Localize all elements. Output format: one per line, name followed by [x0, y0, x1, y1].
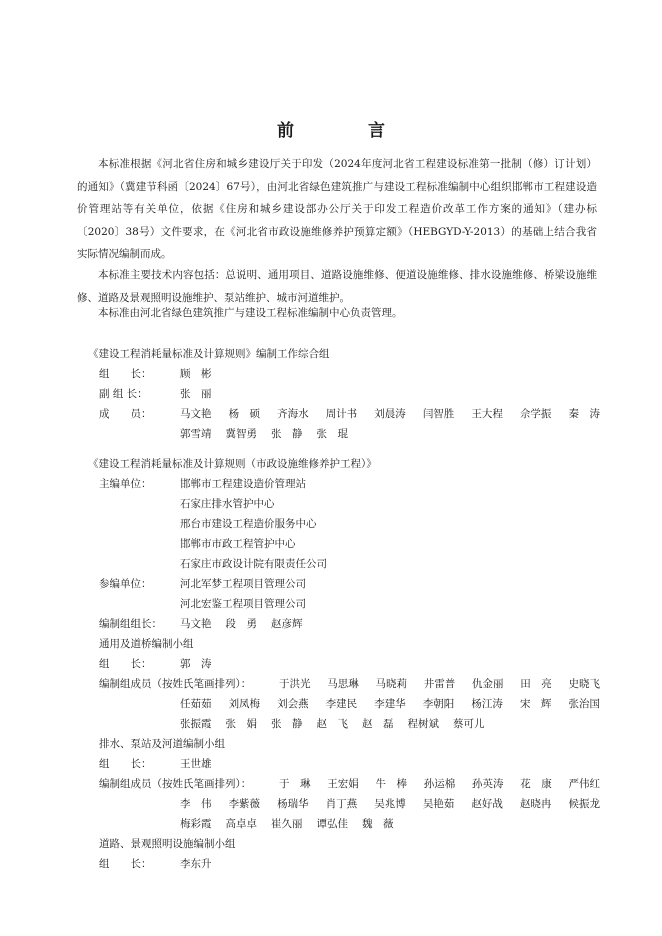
member-name: 张振霞	[180, 718, 212, 730]
member-name: 刘凤梅	[228, 698, 261, 710]
subgroup1-title: 通用及道桥编制小组	[99, 638, 194, 650]
member-name: 李建华	[374, 698, 406, 710]
subgroup2-line3	[180, 816, 600, 831]
member-name: 张 琨	[316, 428, 348, 440]
member-name: 佘学振	[519, 408, 552, 420]
chief-unit: 邢台市建设工程造价服务中心	[180, 518, 317, 530]
member-name: 史晓飞	[568, 678, 600, 690]
group1-members-line1	[180, 406, 600, 421]
member-name: 严伟红	[568, 778, 600, 790]
subgroup1-members-label: 编制组成员（按姓氏笔画排列）：	[99, 678, 252, 690]
member-name: 王宏娟	[327, 778, 359, 790]
chief-unit: 邯郸市市政工程管护中心	[180, 538, 296, 550]
member-name: 赵好战	[471, 798, 503, 810]
member-name: 刘会燕	[277, 698, 309, 710]
member-name: 于洪光	[279, 678, 311, 690]
co-unit: 河北军梦工程项目管理公司	[180, 578, 306, 590]
subgroup2-line2	[180, 796, 600, 811]
group1-deputy-label: 副 组 长：	[99, 388, 148, 400]
member-name: 马晓莉	[375, 678, 407, 690]
group1-members-line2	[180, 426, 600, 441]
subgroup3-title: 道路、景观照明设施编制小组	[99, 838, 236, 850]
subgroup1-leader-label: 组 长：	[99, 658, 152, 670]
subgroup3-leader-label: 组 长：	[99, 858, 152, 870]
member-name: 吴兆博	[374, 798, 406, 810]
subgroup2-leader-label: 组 长：	[99, 758, 152, 770]
member-name: 赵彦辉	[271, 618, 303, 630]
member-name: 魏 薇	[362, 818, 394, 830]
member-name: 杨瑞华	[277, 798, 309, 810]
subgroup1-line2	[180, 696, 600, 711]
co-unit: 河北宏鉴工程项目管理公司	[180, 598, 306, 610]
intro-paragraph-contents: 本标准主要技术内容包括：总说明、通用项目、道路设施维修、便道设施维修、排水设施维修、桥梁设施维修、道路及景观照明设施维护、泵站维护、城市河道维护。	[77, 269, 597, 304]
member-name: 赵 磊	[362, 718, 394, 730]
member-name: 郭雪靖	[180, 428, 212, 440]
member-name: 高卓卓	[225, 818, 257, 830]
member-name: 候振龙	[568, 798, 600, 810]
member-name: 孙运棉	[423, 778, 456, 790]
group2-heads	[180, 616, 600, 631]
group1-deputy: 张 丽	[180, 388, 212, 400]
member-name: 马文艳	[180, 618, 212, 630]
member-name: 宋 辉	[519, 698, 552, 710]
chief-unit: 石家庄排水管护中心	[180, 498, 275, 510]
member-name: 田 亮	[520, 678, 552, 690]
subgroup2-leader: 王世雄	[180, 758, 212, 770]
member-name: 段 勇	[225, 618, 257, 630]
member-name: 马文艳	[180, 408, 212, 420]
member-name: 任茹茹	[180, 698, 212, 710]
member-name: 李朝阳	[422, 698, 455, 710]
member-name: 张 娟	[225, 718, 257, 730]
member-name: 花 康	[520, 778, 552, 790]
member-name: 仇金丽	[472, 678, 504, 690]
member-name: 张 静	[271, 428, 303, 440]
subgroup3-leader: 李东升	[180, 858, 212, 870]
member-name: 牛 棒	[375, 778, 407, 790]
subgroup2-members-label: 编制组成员（按姓氏笔画排列）：	[99, 778, 252, 790]
member-name: 赵 飞	[316, 718, 348, 730]
chief-unit: 石家庄市政设计院有限责任公司	[180, 558, 327, 570]
member-name: 李紫薇	[228, 798, 261, 810]
member-name: 秦 涛	[568, 408, 600, 420]
member-name: 李 伟	[180, 798, 212, 810]
intro-paragraph-basis: 本标准根据《河北省住房和城乡建设厅关于印发（2024年度河北省工程建设标准第一批制（修）订计划） 的通知》（冀建节科函〔2024〕67号），由河北省绿色建筑推广与建设工程标准编制中心组织邯郸市工程建设造价管理站等有关单位，依据《住房和城乡建设部办公厅关于印发工程造价改革工作方案的通知》（建办标〔2020〕38号）文件要求，在《河北省市政设施维修养护预算定额》（HEBGYD-Y-2013）的基础上结合我省实际情况编制而成。	[77, 158, 597, 260]
group2-title: 《建设工程消耗量标准及计算规则（市政设施维修养护工程）》	[88, 458, 377, 470]
page-title: 前 言	[277, 121, 419, 141]
member-name: 王大程	[471, 408, 503, 420]
member-name: 孙英涛	[472, 778, 504, 790]
group1-leader-label: 组 长：	[99, 368, 152, 380]
member-name: 张 静	[271, 718, 303, 730]
group1-title: 《建设工程消耗量标准及计算规则》编制工作综合组	[88, 348, 330, 360]
member-name: 闫智胜	[422, 408, 455, 420]
member-name: 杨江涛	[471, 698, 503, 710]
member-name: 井雷普	[423, 678, 456, 690]
member-name: 刘晨涛	[374, 408, 406, 420]
member-name: 于 琳	[279, 778, 311, 790]
group2-head-label: 编制组组长：	[99, 618, 162, 630]
subgroup2-title: 排水、泵站及河道编制小组	[99, 738, 225, 750]
member-name: 吴艳茹	[422, 798, 455, 810]
subgroup2-line1	[279, 776, 600, 791]
subgroup1-leader: 郭 涛	[180, 658, 212, 670]
chief-unit: 邯郸市工程建设造价管理站	[180, 478, 306, 490]
group2-chief-label: 主编单位：	[99, 478, 152, 490]
group2-co-label: 参编单位：	[99, 578, 152, 590]
group1-members-label: 成 员：	[99, 408, 152, 420]
member-name: 程树斌	[407, 718, 439, 730]
subgroup1-line3	[180, 716, 600, 731]
member-name: 冀智勇	[225, 428, 257, 440]
member-name: 齐海水	[277, 408, 309, 420]
member-name: 马思琳	[327, 678, 359, 690]
member-name: 杨 硕	[228, 408, 261, 420]
member-name: 崔久丽	[271, 818, 303, 830]
member-name: 梅彩霞	[180, 818, 212, 830]
member-name: 谭弘佳	[316, 818, 348, 830]
member-name: 李建民	[325, 698, 358, 710]
member-name: 周计书	[325, 408, 358, 420]
member-name: 蔡可儿	[453, 718, 485, 730]
member-name: 张治国	[568, 698, 600, 710]
intro-paragraph-management: 本标准由河北省绿色建筑推广与建设工程标准编制中心负责管理。	[98, 307, 403, 319]
member-name: 肖丁燕	[325, 798, 358, 810]
group1-leader: 顾 彬	[180, 368, 212, 380]
member-name: 赵晓冉	[519, 798, 552, 810]
subgroup1-line1	[279, 676, 600, 691]
